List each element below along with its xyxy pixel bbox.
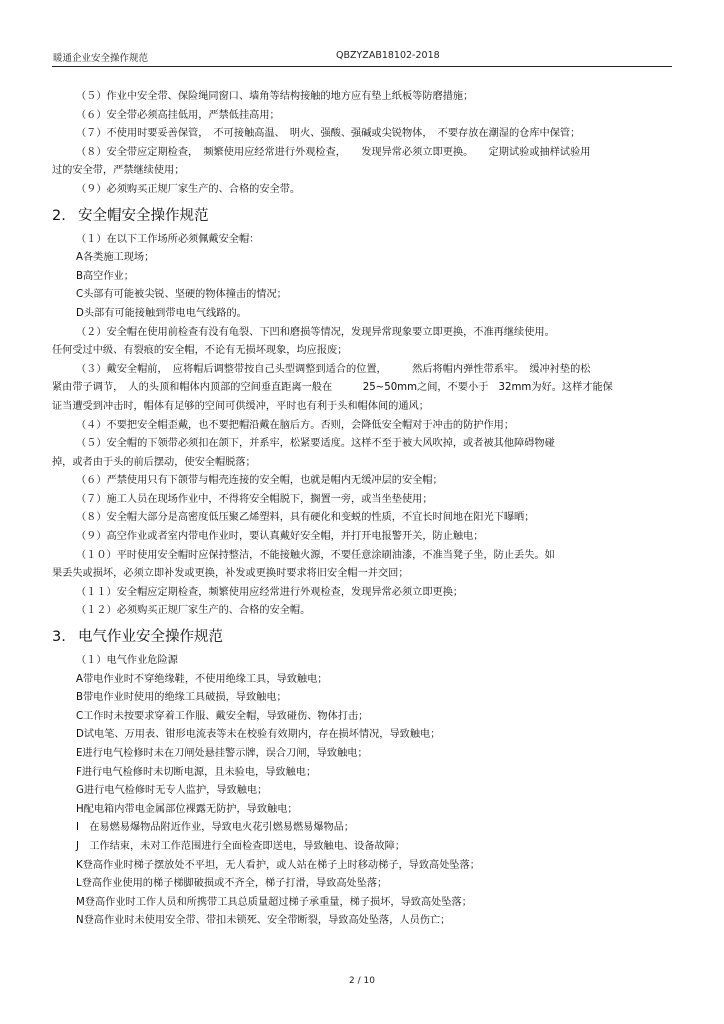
section-heading [52,626,672,648]
paragraph-line: （３）戴安全帽前， 应将帽后调整带按自己头型调整到适合的位置， 然后将帽内弹性带系牢。 缓冲衬垫的松 [76,363,591,375]
paragraph-line: （９）高空作业或者室内带电作业时，要认真戴好安全帽，并打开电报警开关，防止触电； [76,531,484,543]
header-rule [52,66,672,67]
paragraph-line: D头部有可能接触到带电电气线路的。 [76,307,247,319]
paragraph-line: 掉，或者由于头的前后摆动，使安全帽脱落； [52,456,256,468]
paragraph-line: D试电笔、万用表、钳形电流表等未在校验有效期内，存在损坏情况，导致触电； [76,729,441,741]
paragraph-line: （５）作业中安全带、保险绳同窗口、墙角等结构接触的地方应有垫上纸板等防磨措施； [76,91,474,102]
paragraph-line: 任何受过中级、有裂痕的安全帽，不论有无损坏现象，均应报废； [52,345,348,357]
paragraph-line: J 工作结束，未对工作范围进行全面检查即送电，导致触电、设备故障； [76,840,406,852]
paragraph-line: （８）安全带应定期检查， 频繁使用应经常进行外观检查， 发现异常必须立即更换。 定期试验或抽样试验用 [76,146,591,158]
paragraph-line: C头部有可能被尖锐、坚硬的物体撞击的情况； [76,289,287,301]
paragraph-line: L登高作业使用的梯子梯脚破损或不齐全，梯子打滑，导致高处坠落； [76,878,388,890]
section-number: 2. [52,207,66,224]
paragraph-line: （６）严禁使用只有下颌带与帽壳连接的安全帽，也就是帽内无缓冲层的安全帽； [76,475,443,487]
paragraph-line: （２）安全帽在使用前检查有没有龟裂、下凹和磨损等情况，发现异常现象要立即更换，不准再继续使用。 [76,326,555,338]
paragraph-line: N登高作业时未使用安全带、带扣未锁死、安全带断裂，导致高处坠落，人员伤亡； [76,915,451,927]
paragraph-line: （１２）必须购买正规厂家生产的、合格的安全帽。 [76,605,311,617]
paragraph-line: M登高作业时工作人员和所携带工具总质量超过梯子承重量，梯子损坏，导致高处坠落； [76,896,472,908]
paragraph-line: 果丢失或损坏，必须立即补发或更换，补发或更换时要求将旧安全帽一并交回； [52,568,409,580]
paragraph-line: 紧由带子调节， 人的头顶和帽体内顶部的空间垂直距离一般在 25~50mm之间，不要小于 32mm为好。这样才能保 [52,382,613,394]
paragraph-line: 证当遭受到冲击时，帽体有足够的空间可供缓冲，平时也有利于头和帽体间的通风； [52,400,429,412]
section-number: 3. [52,629,66,646]
paragraph-line: （７）施工人员在现场作业中，不得将安全帽脱下，搁置一旁，或当坐垫使用； [76,493,433,505]
paragraph-line: A各类施工现场； [76,252,155,264]
paragraph-line: （５）安全帽的下领带必须扣在颌下，并系牢，松紧要适度。这样不至于被大风吹掉，或者被其他障碍物碰 [76,438,555,450]
paragraph-line: C工作时未按要求穿着工作服、戴安全帽，导致碰伤、物体打击； [76,710,369,722]
paragraph-line: E进行电气检修时未在刀闸处悬挂警示牌，误合刀闸，导致触电； [76,748,368,759]
section-heading [52,205,672,227]
paragraph-line: K登高作业时梯子摆放处不平坦，无人看护，或人站在梯子上时移动梯子，导致高处坠落； [76,859,480,871]
paragraph-line: （９）必须购买正规厂家生产的、合格的安全带。 [76,183,301,195]
paragraph-line: G进行电气检修时无专人监护，导致触电； [76,785,268,797]
document-body [52,88,672,931]
paragraph-line: I 在易燃易爆物品附近作业，导致电火花引燃易燃易爆物品； [76,822,355,834]
paragraph-line: （１）在以下工作场所必须佩戴安全帽： [76,233,260,245]
paragraph-line: （８）安全帽大部分是高密度低压聚乙烯塑料，具有硬化和变蜕的性质，不宜长时间地在阳光下曝晒； [76,512,535,524]
paragraph-line: 过的安全带，严禁继续使用； [52,165,185,177]
paragraph-line: （１１）安全帽应定期检查，频繁使用应经常进行外观检查，发现异常必须立即更换； [76,586,464,598]
paragraph-line: H配电箱内带电金属部位裸露无防护，导致触电； [76,803,298,815]
paragraph-line: （７）不使用时要妥善保管， 不可接触高温、 明火、强酸、强碱或尖锐物体， 不要存放在潮湿的仓库中保管； [76,128,581,140]
page-number: 2 / 10 [349,976,375,986]
paragraph-line: （４）不要把安全帽歪戴，也不要把帽沿戴在脑后方。否则，会降低安全帽对于冲击的防护作用； [76,419,515,431]
paragraph-line: B带电作业时使用的绝缘工具破损，导致触电； [76,692,287,704]
paragraph-line: A带电作业时不穿绝缘鞋，不使用绝缘工具，导致触电； [76,673,328,685]
paragraph-line: （１０）平时使用安全帽时应保持整洁，不能接触火源，不要任意涂刷油漆，不准当凳子坐，防止丢失。如 [76,549,555,561]
paragraph-line: B高空作业； [76,270,134,282]
paragraph-line: （６）安全带必须高挂低用，严禁低挂高用； [76,109,280,121]
paragraph-line: （１）电气作业危险源 [76,655,178,667]
header-doc-number: QBZYZAB18102-2018 [336,50,440,61]
header-title: 暖通企业安全操作规范 [53,53,149,64]
section-title: 安全帽安全操作规范 [78,207,209,224]
paragraph-line: F进行电气检修时未切断电源，且未验电，导致触电； [76,766,317,778]
section-title: 电气作业安全操作规范 [78,629,223,646]
